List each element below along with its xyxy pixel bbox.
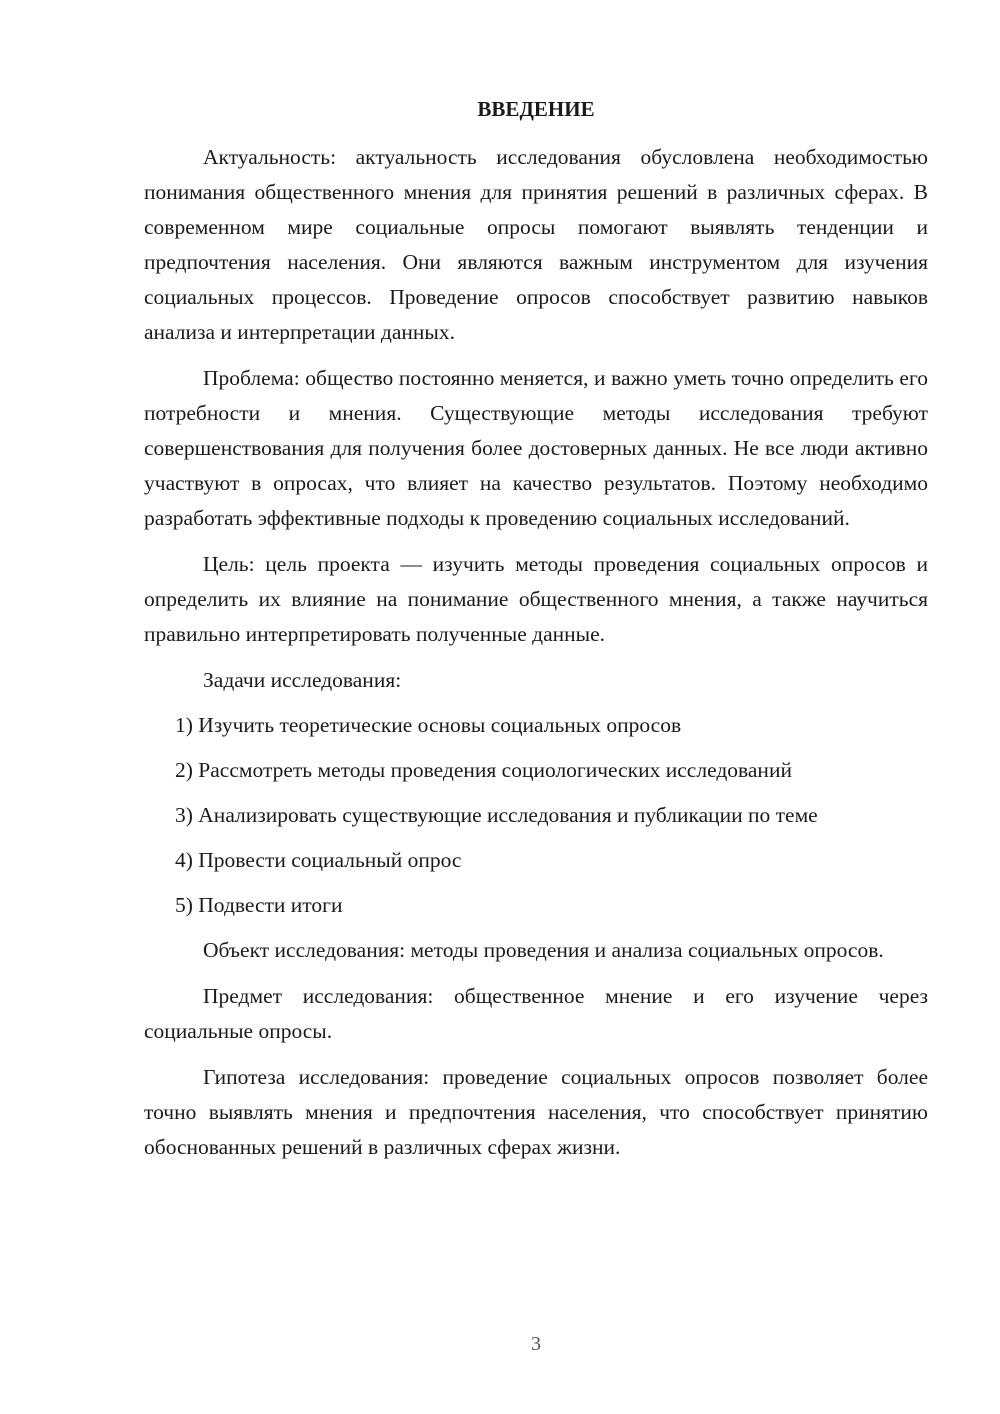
- paragraph-goal: Цель: цель проекта — изучить методы проведения социальных опросов и определить их влияние на понимание общественного мнения, а также научиться правильно интерпретировать полученные данные.: [144, 552, 928, 646]
- tasks-heading: Задачи исследования:: [203, 668, 402, 692]
- paragraph-subject: Предмет исследования: общественное мнение и его изучение через социальные опросы.: [144, 984, 928, 1043]
- page-number: 3: [531, 1333, 541, 1355]
- task-item-5: 5) Подвести итоги: [175, 893, 343, 917]
- paragraph-problem: Проблема: общество постоянно меняется, и важно уметь точно определить его потребности и мнения. Существующие методы исследования требуют совершенствования для получения более достоверных данных. Не все люди активно участвуют в опросах, что влияет на качество результатов. Поэтому необходимо разработать эффективные подходы к проведению социальных исследований.: [144, 366, 928, 530]
- document-page: [144, 92, 928, 1176]
- task-list: [144, 708, 928, 923]
- paragraph-relevance: Актуальность: актуальность исследования обусловлена необходимостью понимания общественного мнения для принятия решений в различных сферах. В современном мире социальные опросы помогают выявлять тенденции и предпочтения населения. Они являются важным инструментом для изучения социальных процессов. Проведение опросов способствует развитию навыков анализа и интерпретации данных.: [144, 145, 928, 344]
- paragraph-object: Объект исследования: методы проведения и анализа социальных опросов.: [203, 938, 884, 962]
- task-item-1: 1) Изучить теоретические основы социальных опросов: [175, 713, 682, 737]
- page-title: ВВЕДЕНИЕ: [477, 97, 595, 121]
- task-item-3: 3) Анализировать существующие исследования и публикации по теме: [175, 803, 818, 827]
- task-item-2: 2) Рассмотреть методы проведения социологических исследований: [175, 758, 792, 782]
- task-item-4: 4) Провести социальный опрос: [175, 848, 462, 872]
- paragraph-hypothesis: Гипотеза исследования: проведение социальных опросов позволяет более точно выявлять мнения и предпочтения населения, что способствует принятию обоснованных решений в различных сферах жизни.: [144, 1065, 928, 1159]
